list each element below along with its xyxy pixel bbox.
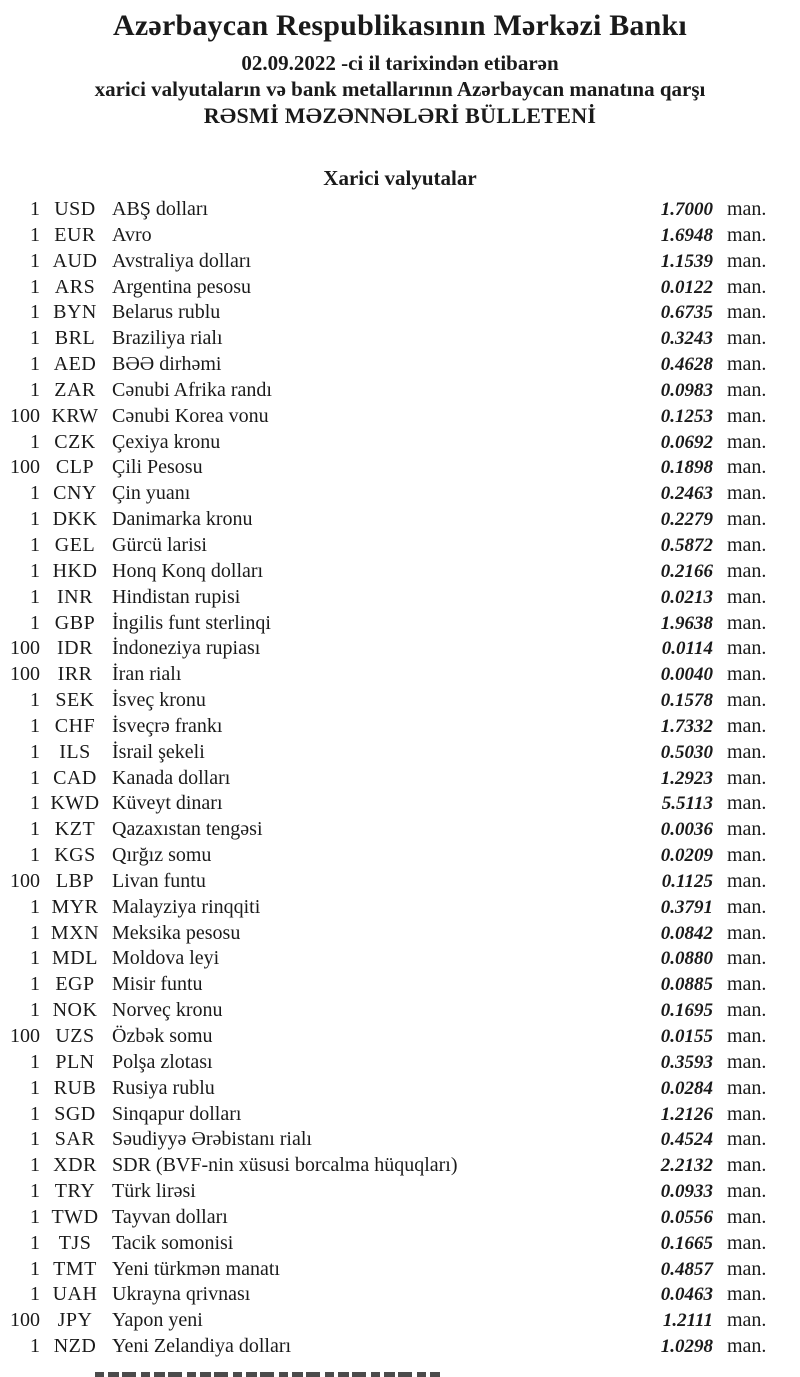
currency-code: KRW [51,404,99,427]
currency-name: Braziliya rialı [112,327,223,350]
quantity: 1 [30,508,40,531]
unit-label: man. [727,1025,767,1047]
rates-table [0,197,800,1360]
rate-row [0,533,800,559]
currency-code: GBP [54,611,96,634]
currency-name: Norveç kronu [112,999,223,1022]
unit-label: man. [727,1154,767,1177]
quantity: 1 [30,482,40,505]
rate-value: 0.4857 [660,1258,713,1280]
quantity: 1 [30,1050,40,1073]
rate-row [0,817,800,843]
rate-row [0,998,800,1024]
rate-value: 0.2279 [660,509,713,531]
unit-label: man. [727,1283,767,1306]
currency-code: ILS [59,740,91,763]
rate-row [0,430,800,456]
quantity: 1 [30,999,40,1022]
currency-name: İsveçrə frankı [112,714,223,737]
unit-label: man. [727,223,767,246]
rate-value: 0.1695 [660,1000,713,1022]
rate-row [0,1308,800,1334]
currency-code: MDL [52,947,98,970]
currency-code: NZD [53,1335,97,1358]
quantity: 1 [30,353,40,376]
rate-row [0,895,800,921]
rate-value: 0.0556 [660,1206,713,1228]
rate-value: 0.2166 [660,560,713,582]
rate-value: 0.0880 [660,948,713,970]
rate-value: 0.1665 [660,1232,713,1254]
unit-label: man. [727,1076,767,1099]
currency-name: İsveç kronu [112,689,206,712]
quantity: 1 [30,1102,40,1125]
quantity: 1 [30,766,40,789]
currency-code: IRR [57,663,93,686]
rate-row [0,378,800,404]
quantity: 100 [10,663,40,686]
rate-row [0,611,800,637]
unit-label: man. [727,404,767,427]
rate-row [0,326,800,352]
rate-value: 0.1898 [660,457,713,479]
unit-label: man. [727,1335,767,1358]
currency-name: Moldova leyi [112,947,220,970]
quantity: 1 [30,198,40,220]
currency-name: Küveyt dinarı [112,792,223,815]
currency-name: Ukrayna qrivnası [112,1283,251,1306]
rate-value: 0.2463 [660,483,713,505]
quantity: 1 [30,1205,40,1228]
unit-label: man. [727,301,767,324]
currency-name: SDR (BVF-nin xüsusi borcalma hüquqları) [112,1154,458,1177]
currency-name: Səudiyyə Ərəbistanı rialı [112,1128,312,1151]
quantity: 1 [30,818,40,841]
currency-code: ARS [54,275,96,298]
unit-label: man. [727,456,767,479]
currency-name: Yapon yeni [112,1309,203,1332]
rate-value: 1.2111 [662,1310,713,1332]
currency-code: MXN [50,921,100,944]
quantity: 1 [30,301,40,324]
clipped-text-fragment [95,1372,440,1377]
rate-value: 0.0155 [660,1026,713,1047]
currency-name: İngilis funt sterlinqi [112,611,271,634]
unit-label: man. [727,327,767,350]
unit-label: man. [727,663,767,686]
rate-row [0,300,800,326]
rate-value: 0.4628 [660,354,713,376]
currency-code: NOK [52,999,98,1022]
quantity: 100 [10,869,40,892]
currency-code: CHF [54,714,96,737]
quantity: 1 [30,1335,40,1358]
rate-row [0,1102,800,1128]
unit-label: man. [727,869,767,892]
currency-name: Polşa zlotası [112,1050,213,1073]
currency-code: TMT [53,1257,97,1280]
currency-name: Cənubi Afrika randı [112,378,272,401]
currency-name: Yeni Zelandiya dolları [112,1335,292,1358]
currency-name: Yeni türkmən manatı [112,1257,280,1280]
currency-name: İran rialı [112,663,182,686]
rate-value: 0.0122 [660,276,713,298]
rate-value: 0.0933 [660,1181,713,1203]
rate-value: 0.3243 [660,328,713,350]
rate-row [0,688,800,714]
rate-row [0,636,800,662]
rate-value: 0.1125 [661,870,713,892]
currency-code: JPY [57,1309,93,1332]
currency-code: DKK [52,508,98,531]
unit-label: man. [727,249,767,272]
currency-code: CZK [54,430,96,453]
currency-code: PLN [55,1050,95,1073]
rate-value: 5.5113 [661,793,713,815]
quantity: 1 [30,533,40,556]
currency-name: Honq Konq dolları [112,559,264,582]
rate-value: 0.0983 [660,379,713,401]
rate-value: 1.9638 [660,612,713,634]
rate-row [0,946,800,972]
rate-value: 1.2923 [660,767,713,789]
currency-name: Qırğız somu [112,844,212,867]
unit-label: man. [727,921,767,944]
rate-value: 2.2132 [660,1155,713,1177]
quantity: 1 [30,275,40,298]
currency-code: XDR [53,1154,97,1177]
rate-value: 1.7332 [660,715,713,737]
quantity: 1 [30,378,40,401]
unit-label: man. [727,1102,767,1125]
quantity: 1 [30,792,40,815]
quantity: 1 [30,585,40,608]
rate-row [0,559,800,585]
unit-label: man. [727,714,767,737]
quantity: 1 [30,611,40,634]
rate-row [0,1334,800,1360]
currency-code: AUD [52,249,98,272]
rate-value: 0.3593 [660,1051,713,1073]
rate-value: 0.6735 [660,302,713,324]
currency-code: ZAR [54,378,96,401]
quantity: 100 [10,637,40,660]
currency-code: GEL [54,533,96,556]
quantity: 1 [30,430,40,453]
unit-label: man. [727,973,767,996]
rate-row [0,1179,800,1205]
rate-value: 1.0298 [660,1336,713,1358]
currency-code: USD [54,198,96,220]
rate-row [0,1282,800,1308]
currency-name: Gürcü larisi [112,533,207,556]
rate-value: 0.0284 [660,1077,713,1099]
subtitle-line: xarici valyutaların və bank metallarının Azərbaycan manatına qarşı [94,77,706,101]
unit-label: man. [727,559,767,582]
currency-name: Rusiya rublu [112,1076,215,1099]
currency-code: HKD [52,559,98,582]
currency-code: EGP [55,973,95,996]
rate-value: 0.0036 [660,819,713,841]
currency-code: SAR [54,1128,96,1151]
unit-label: man. [727,1257,767,1280]
rate-row [0,1205,800,1231]
quantity: 1 [30,1231,40,1254]
quantity: 1 [30,327,40,350]
rate-row [0,766,800,792]
rate-row [0,352,800,378]
rate-value: 0.5872 [660,534,713,556]
rate-row [0,843,800,869]
unit-label: man. [727,999,767,1022]
rate-value: 0.1253 [660,405,713,427]
rate-row [0,1076,800,1102]
currency-code: CLP [55,456,95,479]
rate-value: 0.1578 [660,690,713,712]
unit-label: man. [727,378,767,401]
bank-title: Azərbaycan Respublikasının Mərkəzi Bankı [113,9,687,42]
section-title: Xarici valyutalar [323,166,477,190]
currency-code: TWD [51,1205,99,1228]
currency-code: KZT [54,818,96,841]
bulletin-title: RƏSMİ MƏZƏNNƏLƏRİ BÜLLETENİ [203,103,597,128]
currency-code: AED [53,353,97,376]
currency-name: Çin yuanı [112,482,191,505]
currency-code: TJS [58,1231,92,1254]
unit-label: man. [727,353,767,376]
currency-code: RUB [53,1076,97,1099]
currency-code: CAD [53,766,97,789]
unit-label: man. [727,1205,767,1228]
unit-label: man. [727,637,767,660]
rate-value: 1.2126 [660,1103,713,1125]
currency-name: Avro [112,223,152,246]
unit-label: man. [727,585,767,608]
currency-code: SGD [54,1102,96,1125]
quantity: 100 [10,1025,40,1047]
quantity: 100 [10,1309,40,1332]
currency-name: Kanada dolları [112,766,231,789]
currency-name: Tacik somonisi [112,1231,234,1254]
quantity: 1 [30,689,40,712]
rate-row [0,507,800,533]
currency-name: ABŞ dolları [112,198,209,220]
unit-label: man. [727,947,767,970]
currency-name: Özbək somu [112,1025,213,1047]
rate-row [0,1024,800,1050]
unit-label: man. [727,689,767,712]
currency-code: UZS [55,1025,95,1047]
rate-row [0,662,800,688]
rate-row [0,404,800,430]
unit-label: man. [727,1128,767,1151]
rate-row [0,1257,800,1283]
quantity: 100 [10,404,40,427]
currency-code: IDR [57,637,93,660]
unit-label: man. [727,844,767,867]
quantity: 1 [30,1283,40,1306]
currency-name: Belarus rublu [112,301,221,324]
unit-label: man. [727,766,767,789]
unit-label: man. [727,533,767,556]
unit-label: man. [727,740,767,763]
currency-code: SEK [55,689,95,712]
rate-value: 0.0040 [660,664,713,686]
currency-name: Danimarka kronu [112,508,253,531]
rate-value: 1.7000 [660,199,713,220]
rate-row [0,223,800,249]
currency-name: Çexiya kronu [112,430,221,453]
rate-value: 1.1539 [660,250,713,272]
quantity: 1 [30,1180,40,1203]
unit-label: man. [727,198,767,220]
currency-name: Tayvan dolları [112,1205,228,1228]
unit-label: man. [727,1231,767,1254]
unit-label: man. [727,792,767,815]
currency-code: BRL [54,327,96,350]
currency-name: İndoneziya rupiası [112,637,261,660]
unit-label: man. [727,1050,767,1073]
unit-label: man. [727,1309,767,1332]
unit-label: man. [727,430,767,453]
rate-value: 0.5030 [660,741,713,763]
currency-name: Hindistan rupisi [112,585,241,608]
rate-value: 0.0463 [660,1284,713,1306]
currency-name: Malayziya rinqqiti [112,895,261,918]
quantity: 1 [30,1128,40,1151]
rate-row [0,714,800,740]
currency-name: Cənubi Korea vonu [112,404,269,427]
quantity: 1 [30,740,40,763]
unit-label: man. [727,895,767,918]
quantity: 1 [30,1076,40,1099]
bulletin-header [0,0,800,129]
rate-row [0,481,800,507]
quantity: 1 [30,1257,40,1280]
currency-name: Argentina pesosu [112,275,252,298]
currency-name: Qazaxıstan tengəsi [112,818,263,841]
currency-name: Sinqapur dolları [112,1102,242,1125]
unit-label: man. [727,611,767,634]
rate-row [0,1231,800,1257]
unit-label: man. [727,482,767,505]
quantity: 1 [30,559,40,582]
currency-name: Livan funtu [112,869,206,892]
quantity: 100 [10,456,40,479]
rate-row [0,197,800,223]
currency-code: MYR [51,895,99,918]
rate-row [0,972,800,998]
currency-code: KWD [50,792,100,815]
quantity: 1 [30,223,40,246]
rate-row [0,1127,800,1153]
rate-value: 0.0213 [660,586,713,608]
rate-row [0,740,800,766]
rate-row [0,791,800,817]
rate-value: 1.6948 [660,224,713,246]
quantity: 1 [30,844,40,867]
quantity: 1 [30,921,40,944]
currency-code: LBP [55,869,95,892]
unit-label: man. [727,818,767,841]
rate-value: 0.4524 [660,1129,713,1151]
currency-name: Misir funtu [112,973,203,996]
quantity: 1 [30,249,40,272]
currency-code: CNY [53,482,97,505]
rate-row [0,869,800,895]
currency-code: TRY [54,1180,96,1203]
quantity: 1 [30,714,40,737]
currency-name: İsrail şekeli [112,740,205,763]
rate-value: 0.0692 [660,431,713,453]
currency-name: Meksika pesosu [112,921,241,944]
rate-value: 0.0842 [660,922,713,944]
effective-date-line: 02.09.2022 -ci il tarixindən etibarən [241,51,559,75]
currency-code: EUR [54,223,96,246]
quantity: 1 [30,947,40,970]
quantity: 1 [30,895,40,918]
rate-value: 0.0114 [661,638,713,660]
unit-label: man. [727,1180,767,1203]
currency-code: INR [57,585,93,608]
currency-name: Türk lirəsi [112,1180,196,1203]
quantity: 1 [30,973,40,996]
currency-code: BYN [53,301,97,324]
rate-value: 0.0209 [660,845,713,867]
currency-name: Çili Pesosu [112,456,203,479]
currency-name: Avstraliya dolları [112,249,252,272]
currency-name: BƏƏ dirhəmi [112,353,222,376]
rate-row [0,1153,800,1179]
rate-row [0,1050,800,1076]
rate-row [0,455,800,481]
currency-code: KGS [54,844,96,867]
rate-value: 0.3791 [660,896,713,918]
rate-value: 0.0885 [660,974,713,996]
rate-row [0,921,800,947]
currency-code: UAH [52,1283,98,1306]
rate-row [0,275,800,301]
quantity: 1 [30,1154,40,1177]
rate-row [0,585,800,611]
rate-row [0,249,800,275]
unit-label: man. [727,275,767,298]
unit-label: man. [727,508,767,531]
